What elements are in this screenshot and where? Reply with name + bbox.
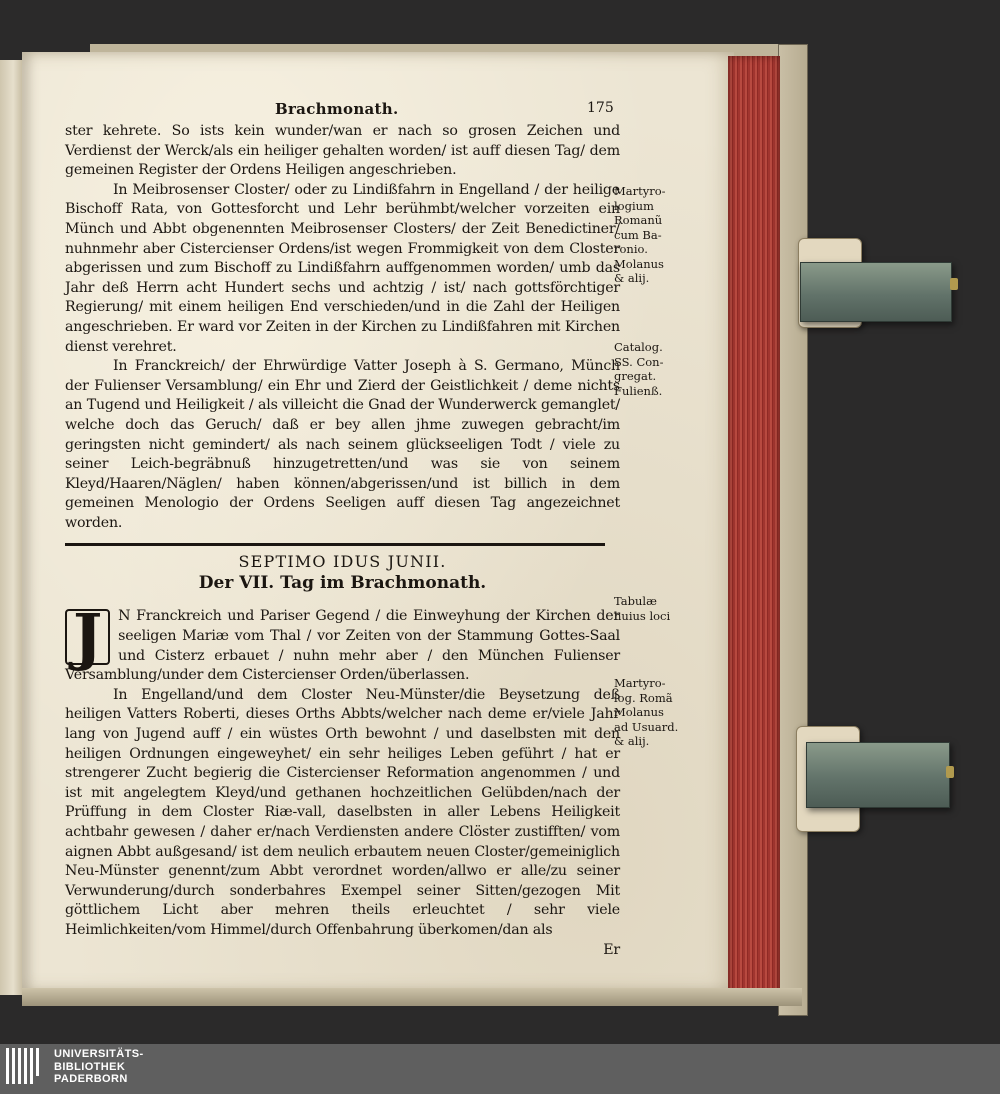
margin-note-line: Fulienß. bbox=[614, 383, 663, 398]
margin-note-line: Molanus bbox=[614, 705, 664, 719]
margin-note-line: cum Ba- bbox=[614, 227, 662, 242]
margin-note-2 bbox=[614, 340, 690, 398]
section-subheading: Der VII. Tag im Brachmonath. bbox=[198, 573, 487, 594]
library-footer bbox=[0, 1044, 1000, 1094]
margin-note-line: Martyro- bbox=[614, 184, 666, 198]
paragraph-text: N Franckreich und Pariser Gegend / die Einweyhung der Kirchen der seeligen Mariæ vom Thal / vor Zeiten von der Stammung Gottes-Saal und Cisterz erbauet / nuhn mehr aber / den München Fulienser Versamblung/under dem Cistercienser Orden/überlassen. bbox=[65, 608, 620, 684]
logo-line: BIBLIOTHEK bbox=[54, 1060, 126, 1073]
paragraph: In Engelland/und dem Closter Neu-Münster/die Beysetzung deß heiligen Vatters Roberti, dieses Orths Abbts/welcher nach deme er/viele Jahr lang von Jugend auff / ein wüstes Orth bewohnt / und daselbsten mit den heiligen Ordnungen eingeweyhet/ ein sehr heiliges Leben geführt / hat er strengerer Zucht begierig die Cistercienser Reformation angenommen / und ist mit angelegtem Kleyd/und gethanen hochzeitlichen Gelübden/nach der Prüffung in dem Closter Riæ-vall, daselbsten in aller Lebens Heiligkeit achtbahr gewesen / daher er/nach Verdiensten andere Clöster zustifften/ vom aignen Abbt außgesand/ ist dem neulich erbautem neuen Closter/gemeiniglich Neu-Münster genennt/zum Abbt verordnet worden/allwo er alle/zu seiner Verwunderung/durch sonderbahres Exempel seiner Sitten/gezogen Mit göttlichem Licht aber mehren theils erleuchtet / sehr viele Heimlichkeiten/vom Himmel/durch Offenbahrung überkomen/dan als bbox=[65, 686, 620, 938]
margin-note-line: ronio. bbox=[614, 242, 648, 256]
page-text bbox=[65, 100, 620, 960]
book-left-edge bbox=[0, 60, 23, 995]
margin-note-1 bbox=[614, 184, 690, 286]
margin-note-line: & alij. bbox=[614, 271, 650, 285]
margin-note-line: Catalog. bbox=[614, 340, 663, 354]
red-page-edges bbox=[728, 56, 780, 996]
margin-note-line: Romanũ bbox=[614, 213, 663, 227]
paragraph: In Meibrosenser Closter/ oder zu Lindißfahrn in Engelland / der heilige Bischoff Rata, von Gottesforcht und Lehr berühmbt/welcher vorzeiten ein Münch und Abbt obgenennten Meibrosenser Closters/ der Zeit Benedictiner/ nuhnmehr aber Cistercienser Ordens/ist wegen Frommigkeit von dem Closter abgerissen und zum Bischoff zu Lindißfahrn auffgenommen worden/ umb das Jahr deß Herrn acht Hundert sechs und achtzig / ist/ nach gottsförchtiger Regierung/ mit einem heiligen End verschieden/und in die Zahl der Heiligen angeschrieben. Er ward vor Zeiten in der Kirchen zu Lindißfahren mit Kirchen dienst verehret. bbox=[65, 181, 620, 355]
margin-note-line: log. Romã bbox=[614, 690, 673, 705]
paragraph bbox=[65, 600, 620, 685]
body-text-top bbox=[65, 122, 620, 533]
paragraph: ster kehrete. So ists kein wunder/wan er nach so grosen Zeichen und Verdienst der Werck/als ein heiliger gehalten worden/ ist auff diesen Tag/ dem gemeinen Register der Ordens Heiligen angeschrieben. bbox=[65, 123, 620, 179]
margin-note-line: Molanus bbox=[614, 256, 664, 271]
page-number: 175 bbox=[587, 100, 614, 116]
margin-note-line: SS. Con- bbox=[614, 354, 664, 369]
cover-board bbox=[778, 44, 808, 1016]
running-head: Brachmonath. bbox=[275, 100, 399, 118]
margin-note-line: & alij. bbox=[614, 734, 650, 748]
section-heading: SEPTIMO IDUS JUNII. bbox=[238, 552, 447, 572]
margin-note-line: Martyro- bbox=[614, 676, 666, 690]
margin-note-4 bbox=[614, 676, 690, 749]
cover-bottom-edge bbox=[22, 988, 802, 1006]
margin-note-line: Tabulæ bbox=[614, 594, 657, 608]
body-text-bottom bbox=[65, 600, 620, 960]
drop-cap: J bbox=[65, 609, 110, 665]
logo-line: UNIVERSITÄTS- bbox=[54, 1048, 144, 1060]
margin-note-line: gregat. bbox=[614, 369, 657, 383]
margin-note-line: logium bbox=[614, 198, 654, 213]
margin-note-line: ad Usuard. bbox=[614, 719, 679, 734]
logo-line: PADERBORN bbox=[54, 1073, 128, 1085]
margin-note-line: huius loci bbox=[614, 608, 671, 623]
paragraph: In Franckreich/ der Ehrwürdige Vatter Joseph à S. Germano, Münch der Fulienser Versamblung/ ein Ehr und Zierd der Geistlichkeit / deme nichts an Tugend und Heiligkeit / als villeicht die Gnad der Wunderwerck gemanglet/ welche doch das Geruch/ daß er bey allen jhme zuwegen gebracht/im geringsten nicht gemindert/ als nach seinem glückseeligen Todt / viele zu seiner Leich-begräbnuß hinzugetretten/und was sie von seinem Kleyd/Haaren/Näglen/ haben können/abgerissen/und ist billich in dem gemeinen Menologio der Ordens Seeligen auff diesen Tag angezeichnet worden. bbox=[65, 358, 620, 531]
margin-note-3 bbox=[614, 594, 690, 623]
library-logo-icon bbox=[6, 1048, 46, 1090]
library-logo-text bbox=[54, 1048, 144, 1086]
section-divider bbox=[65, 543, 605, 546]
catchword: Er bbox=[603, 941, 620, 958]
page-header bbox=[65, 100, 620, 122]
